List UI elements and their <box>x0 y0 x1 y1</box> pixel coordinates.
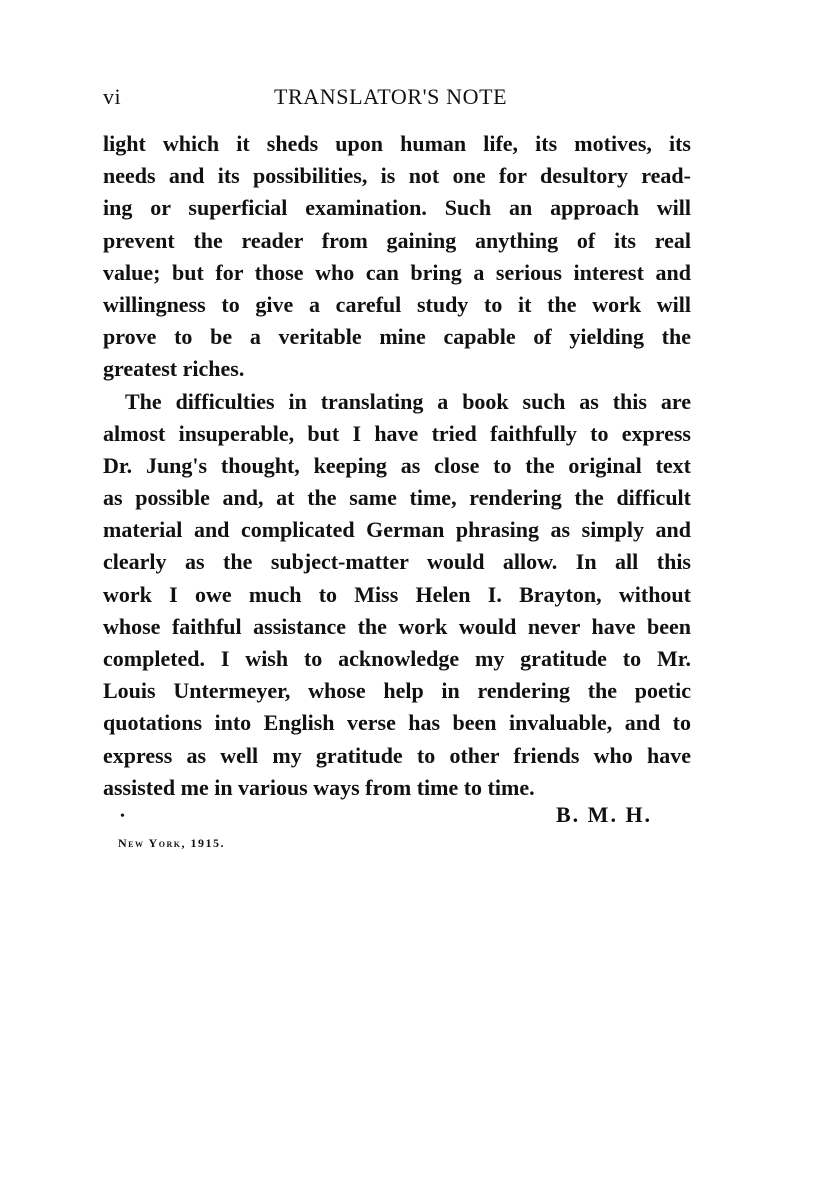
stray-dot-mark: • <box>120 809 125 824</box>
text-line: completed. I wish to acknowledge my gratitude to Mr. <box>103 646 691 671</box>
text-line: express as well my gratitude to other friends who have <box>103 742 691 768</box>
text-line: greatest riches. <box>103 356 245 382</box>
running-head <box>103 84 691 116</box>
paragraph-first-line: The difficulties in translating a book such as this are <box>125 388 691 414</box>
text-line: quotations into English verse has been invaluable, and to <box>103 710 691 736</box>
text-line: value; but for those who can bring a serious interest and <box>103 259 691 285</box>
place-date: New York, 1915. <box>118 836 225 850</box>
running-title: TRANSLATOR'S NOTE <box>274 84 508 109</box>
text-line: work I owe much to Miss Helen I. Brayton, without <box>103 581 691 607</box>
text-line: ing or superficial examination. Such an approach will <box>103 195 691 221</box>
text-line: whose faithful assistance the work would never have been <box>103 613 691 639</box>
text-line: material and complicated German phrasing as simply and <box>103 517 691 543</box>
text-line: as possible and, at the same time, rendering the difficult <box>103 485 691 511</box>
text-line: clearly as the subject-matter would allow. In all this <box>103 549 691 575</box>
text-line: light which it sheds upon human life, its motives, its <box>103 131 691 156</box>
signature-initials: B. M. H. <box>556 802 653 827</box>
text-line: willingness to give a careful study to it the work will <box>103 291 691 317</box>
text-line: prove to be a veritable mine capable of yielding the <box>103 324 691 350</box>
page-number: vi <box>103 84 122 109</box>
body-text <box>103 128 691 804</box>
text-line: assisted me in various ways from time to time. <box>103 774 535 800</box>
text-line: prevent the reader from gaining anything of its real <box>103 227 691 253</box>
text-line: needs and its possibilities, is not one for desultory read- <box>103 163 691 189</box>
text-line: almost insuperable, but I have tried faithfully to express <box>103 420 691 446</box>
text-line: Dr. Jung's thought, keeping as close to the original text <box>103 452 691 478</box>
text-line: Louis Untermeyer, whose help in rendering the poetic <box>103 678 691 704</box>
